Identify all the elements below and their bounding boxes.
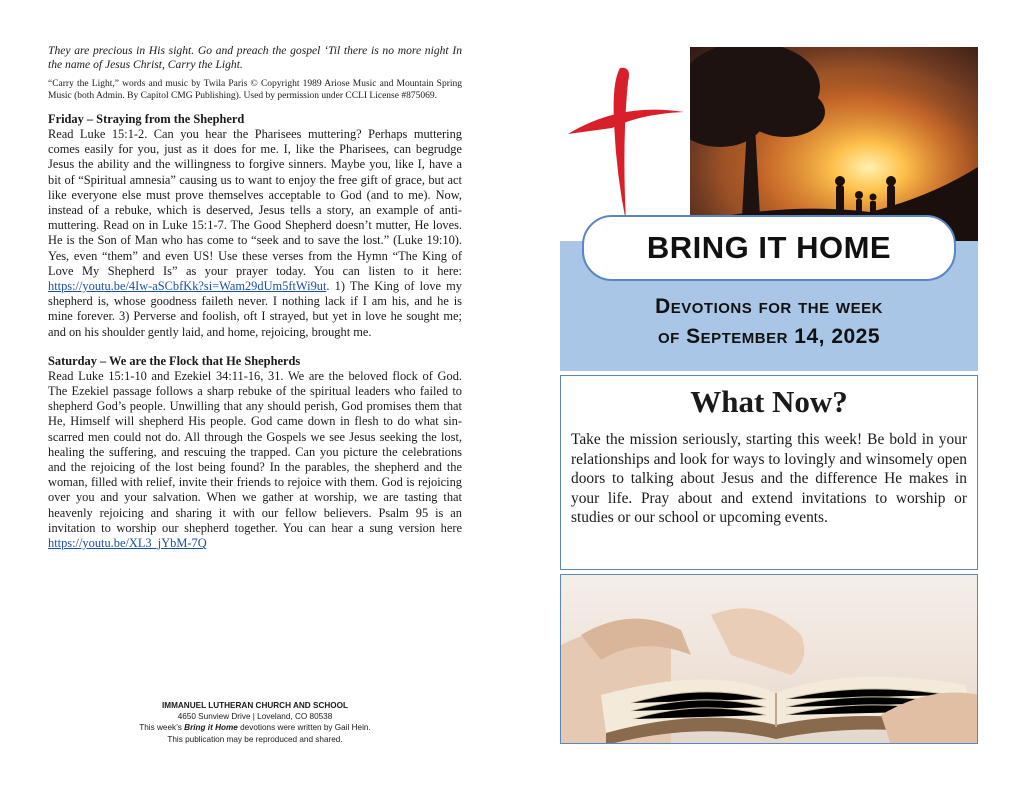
- open-bible-illustration: [561, 575, 978, 744]
- song-credit: “Carry the Light,” words and music by Twila Paris © Copyright 1989 Ariose Music and Mountain Spring Music (both Admin. By Capitol CMG Publishing). Used by permission under CCLI License #875069.: [48, 79, 462, 101]
- church-address: 4650 Sunview Drive | Loveland, CO 80538: [177, 712, 333, 722]
- friday-text-part2: . 1) The King of love my shepherd is, whose goodness faileth never. I nothing lack if I am his, and he is mine forever. 3) Perverse and foolish, oft I strayed, but yet in love he sought me; and on his shoulder gently laid, and home, rejoicing, brought me.: [48, 279, 462, 339]
- author-credit-post: devotions were written by Gail Hein.: [237, 723, 371, 733]
- friday-hymn-link[interactable]: https://youtu.be/4Iw-aSCbfKk?si=Wam29dUm5ftWi9ut: [48, 279, 327, 294]
- friday-text-part1: Read Luke 15:1-2. Can you hear the Pharisees muttering? Perhaps muttering comes easily for you, just as it does for me. I, like the Pharisees, can begrudge Jesus the ability and the willingness to forgive sinners. Maybe you, like I, have a bit of “Spiritual amnesia” causing us to want to enjoy the free gift of grace, but act like everyone else must prove themselves acceptable to God (and to me). Now, instead of a rebuke, which is deserved, Jesus tells a story, an example of anti-muttering. Read on in Luke 15:1-7. The Good Shepherd doesn’t mutter, He loves. He is the Son of Man who has come to “seek and to save the lost.” (Luke 19:10). Yes, even “them” and even US! Use these verses from the Hymn “The King of Love My Shepherd Is” as your prayer today. You can listen to it here:: [48, 127, 462, 278]
- song-lyrics: They are precious in His sight. Go and preach the gospel ‘Til there is no more night In the name of Jesus Christ, Carry the Light.: [48, 44, 462, 71]
- title-pill: [582, 215, 956, 281]
- reproduction-note: This publication may be reproduced and shared.: [167, 734, 343, 744]
- church-footer: [48, 700, 462, 745]
- publication-title: BRING IT HOME: [646, 230, 892, 265]
- open-bible-photo: [560, 574, 978, 744]
- sunset-family-photo: [690, 47, 978, 241]
- saturday-heading: Saturday – We are the Flock that He Shepherds: [48, 353, 301, 368]
- friday-text: [48, 127, 462, 340]
- author-credit: [48, 722, 462, 733]
- what-now-heading: What Now?: [690, 384, 848, 419]
- church-name: IMMANUEL LUTHERAN CHURCH AND SCHOOL: [161, 701, 349, 710]
- saturday-text: [48, 369, 462, 551]
- sunset-silhouette-illustration: [690, 47, 978, 241]
- left-column: [48, 44, 462, 565]
- author-credit-pre: This week’s: [139, 723, 185, 733]
- author-credit-title: Bring it Home: [184, 723, 238, 733]
- what-now-box: [560, 375, 978, 570]
- saturday-psalm-link[interactable]: https://youtu.be/XL3_jYbM-7Q: [48, 536, 207, 551]
- subtitle-line-2: of September 14, 2025: [657, 325, 881, 348]
- red-cross-icon: [560, 62, 690, 232]
- saturday-text-body: Read Luke 15:1-10 and Ezekiel 34:11-16, 31. We are the beloved flock of God. The Ezekiel passage follows a sharp rebuke of the spiritual leaders who failed to shepherd God’s people. Unwilling that any should perish, God promises them that He, Himself will shepherd His people. God came down in flesh to do what sin-scarred men could not do. All through the Gospels we see Jesus seeking the lost, healing the suffering, and rescuing the trapped. Can you picture the celebrations and the rejoicing of the lost being found? In the parables, the shepherd and the woman, filled with relief, invite their friends to rejoice with them. God is rejoicing over you and your salvation. When we gather at worship, we are tasting that heavenly rejoicing and sharing it with our fellow believers. Psalm 95 is an invitation to worship our shepherd together. You can hear a sung version here: [48, 368, 462, 535]
- what-now-text: Take the mission seriously, starting this week! Be bold in your relationships and look for ways to lovingly and winsomely open doors to talking about Jesus and the difference He makes in your life. Pray about and extend invitations to worship or studies or our school or upcoming events.: [571, 431, 967, 526]
- friday-heading: Friday – Straying from the Shepherd: [48, 112, 245, 126]
- subtitle-line-1: Devotions for the week: [655, 295, 883, 318]
- devotions-subtitle: [560, 292, 978, 352]
